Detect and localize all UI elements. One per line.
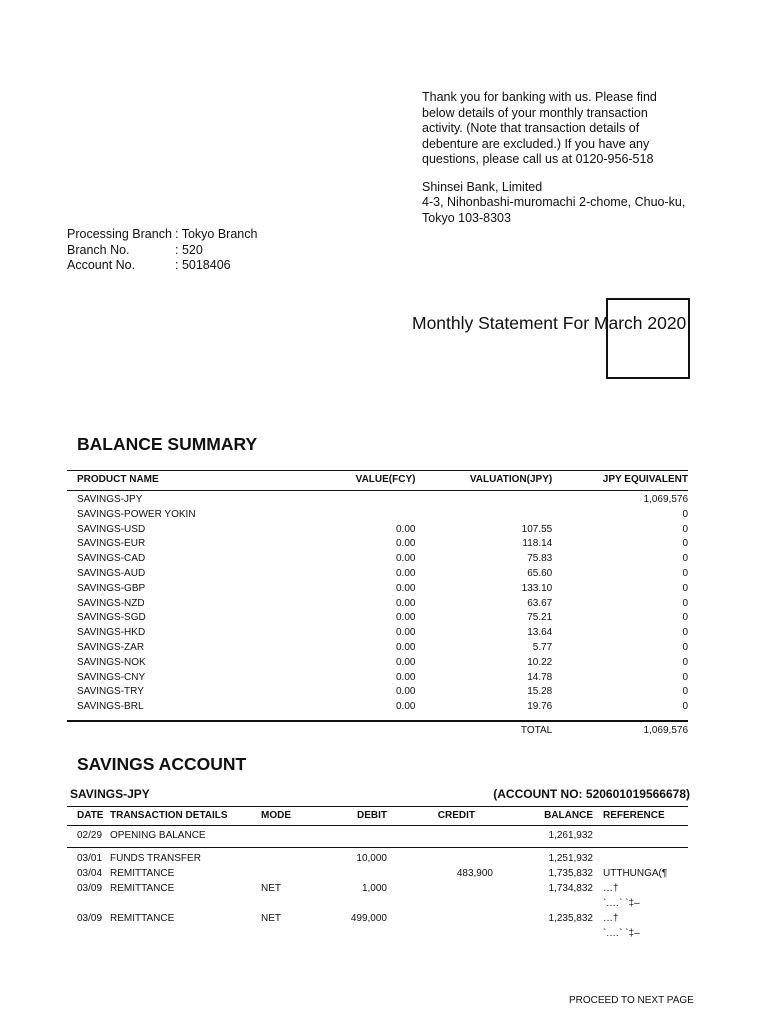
intro-message-line: below details of your monthly transaction	[422, 105, 648, 120]
tx-date	[67, 926, 110, 941]
tx-reference	[593, 828, 688, 843]
summary-jpy-equivalent: 0	[682, 671, 689, 683]
col-details: TRANSACTION DETAILS	[110, 810, 228, 821]
summary-valuation-jpy: 107.55	[521, 523, 553, 535]
summary-product-name: SAVINGS-AUD	[77, 567, 146, 579]
summary-valuation-jpy: 13.64	[527, 627, 553, 639]
summary-valuation-jpy	[415, 508, 552, 523]
tx-balance: 1,235,832	[548, 913, 593, 924]
tx-mode	[261, 926, 317, 941]
savings-account-heading: SAVINGS ACCOUNT	[77, 754, 247, 774]
balance-summary-heading: BALANCE SUMMARY	[77, 434, 258, 454]
col-date: DATE	[77, 810, 104, 821]
summary-row	[67, 508, 688, 523]
intro-message-line: Thank you for banking with us. Please find	[422, 90, 657, 104]
tx-row	[67, 896, 688, 911]
bank-name: Shinsei Bank, Limited	[422, 179, 543, 194]
tx-credit	[387, 911, 493, 926]
branch-row	[67, 227, 257, 243]
col-credit: CREDIT	[437, 810, 475, 821]
summary-product-name: SAVINGS-CNY	[77, 671, 146, 683]
summary-row	[67, 523, 688, 538]
summary-valuation-jpy: 15.28	[527, 686, 553, 698]
tx-date: 02/29	[77, 830, 103, 841]
tx-mode	[261, 851, 317, 866]
summary-jpy-equivalent: 0	[682, 701, 689, 713]
branch-label: Account No.	[67, 258, 136, 272]
tx-reference	[593, 851, 688, 866]
tx-credit	[387, 851, 493, 866]
summary-product-name: SAVINGS-NZD	[77, 597, 145, 609]
tx-debit: 499,000	[350, 913, 387, 924]
summary-value-fcy	[277, 493, 416, 508]
summary-product-name: SAVINGS-EUR	[77, 538, 146, 550]
summary-row	[67, 671, 688, 686]
col-reference: REFERENCE	[603, 810, 665, 821]
summary-product-name: SAVINGS-GBP	[77, 582, 146, 594]
tx-balance	[493, 896, 593, 911]
transaction-table	[67, 806, 688, 941]
col-jpy-equivalent: JPY EQUIVALENT	[602, 474, 689, 485]
tx-mode	[261, 896, 317, 911]
tx-details	[110, 896, 261, 911]
summary-row	[67, 611, 688, 626]
branch-label: Branch No.	[67, 242, 130, 257]
col-balance: BALANCE	[544, 810, 593, 821]
summary-value-fcy	[277, 508, 416, 523]
summary-value-fcy: 0.00	[396, 656, 416, 668]
tx-row	[67, 911, 688, 926]
summary-product-name: SAVINGS-POWER YOKIN	[77, 508, 196, 520]
branch-row	[67, 243, 257, 259]
col-product-name: PRODUCT NAME	[77, 474, 159, 485]
tx-header-row	[67, 806, 688, 825]
branch-value: : Tokyo Branch	[175, 227, 258, 241]
tx-debit: 10,000	[356, 853, 387, 864]
summary-valuation-jpy: 63.67	[527, 597, 553, 609]
summary-row	[67, 656, 688, 671]
tx-credit	[387, 926, 493, 941]
intro-message-line: questions, please call us at 0120-956-518	[422, 152, 654, 166]
tx-mode: NET	[261, 883, 281, 894]
tx-debit	[317, 866, 387, 881]
tx-date	[67, 896, 110, 911]
summary-row	[67, 700, 688, 715]
summary-valuation-jpy: 19.76	[527, 701, 553, 713]
tx-balance	[493, 926, 593, 941]
tx-date: 03/09	[77, 883, 103, 894]
summary-row	[67, 597, 688, 612]
summary-jpy-equivalent: 0	[682, 523, 689, 535]
summary-valuation-jpy: 65.60	[527, 567, 553, 579]
summary-value-fcy: 0.00	[396, 612, 416, 624]
branch-info	[67, 227, 257, 274]
summary-row	[67, 582, 688, 597]
summary-value-fcy: 0.00	[396, 597, 416, 609]
summary-row	[67, 567, 688, 582]
summary-value-fcy: 0.00	[396, 641, 416, 653]
tx-row	[67, 866, 688, 881]
summary-header-row	[67, 470, 688, 490]
summary-jpy-equivalent: 0	[682, 627, 689, 639]
summary-jpy-equivalent: 0	[682, 686, 689, 698]
intro-message-line: activity. (Note that transaction details of	[422, 121, 640, 135]
summary-jpy-equivalent: 0	[682, 538, 689, 550]
tx-mode	[261, 828, 317, 843]
summary-product-name: SAVINGS-ZAR	[77, 641, 145, 653]
tx-reference: …†	[603, 883, 619, 894]
tx-credit	[387, 896, 493, 911]
account-number: (ACCOUNT NO: 520601019566678)	[493, 787, 690, 801]
tx-reference: `.…` `‡–	[603, 898, 640, 909]
summary-valuation-jpy: 118.14	[522, 538, 553, 550]
summary-product-name: SAVINGS-BRL	[77, 701, 144, 713]
tx-reference: UTTHUNGA(¶	[603, 868, 668, 879]
summary-header-rule	[67, 490, 688, 491]
tx-balance: 1,734,832	[548, 883, 593, 894]
summary-valuation-jpy: 75.21	[527, 612, 553, 624]
tx-mode	[261, 866, 317, 881]
summary-jpy-equivalent: 0	[682, 641, 689, 653]
tx-reference: `.…` `‡–	[603, 928, 640, 939]
summary-valuation-jpy	[415, 493, 552, 508]
tx-date: 03/09	[77, 913, 103, 924]
summary-row	[67, 641, 688, 656]
col-debit: DEBIT	[357, 810, 387, 821]
branch-label: Processing Branch	[67, 227, 172, 241]
tx-balance: 1,261,932	[548, 830, 593, 841]
tx-header-rule	[67, 825, 688, 826]
summary-total-row	[67, 725, 688, 736]
summary-rows	[67, 493, 688, 715]
tx-credit	[387, 881, 493, 896]
tx-date: 03/01	[77, 853, 103, 864]
total-value: 1,069,576	[643, 725, 689, 736]
tx-details: REMITTANCE	[110, 883, 175, 894]
branch-row	[67, 258, 257, 274]
branch-value: : 5018406	[175, 258, 231, 272]
summary-row	[67, 552, 688, 567]
summary-product-name: SAVINGS-USD	[77, 523, 146, 535]
summary-value-fcy: 0.00	[396, 582, 416, 594]
col-value-fcy: VALUE(FCY)	[355, 474, 416, 485]
summary-product-name: SAVINGS-CAD	[77, 553, 146, 565]
tx-reference: …†	[603, 913, 619, 924]
summary-valuation-jpy: 75.83	[527, 553, 553, 565]
balance-summary-table	[67, 470, 688, 715]
bank-address-line: Tokyo 103-8303	[422, 210, 511, 225]
summary-value-fcy: 0.00	[396, 627, 416, 639]
tx-balance: 1,251,932	[548, 853, 593, 864]
summary-value-fcy: 0.00	[396, 523, 416, 535]
tx-row	[67, 881, 688, 896]
summary-valuation-jpy: 133.10	[521, 582, 553, 594]
summary-jpy-equivalent: 0	[682, 597, 689, 609]
tx-date: 03/04	[77, 868, 103, 879]
intro-message-line: debenture are excluded.) If you have any	[422, 136, 650, 151]
summary-jpy-equivalent: 0	[682, 567, 689, 579]
tx-credit: 483,900	[456, 868, 493, 879]
summary-value-fcy: 0.00	[396, 567, 416, 579]
tx-rows	[67, 851, 688, 941]
summary-value-fcy: 0.00	[396, 686, 416, 698]
account-line	[70, 787, 690, 801]
tx-row	[67, 926, 688, 941]
summary-jpy-equivalent: 1,069,576	[643, 494, 689, 505]
summary-valuation-jpy: 14.78	[527, 671, 553, 683]
opening-balance-row	[67, 828, 688, 843]
tx-details: FUNDS TRANSFER	[110, 853, 201, 864]
summary-row	[67, 493, 688, 508]
summary-jpy-equivalent: 0	[682, 612, 689, 624]
summary-jpy-equivalent: 0	[682, 582, 689, 594]
summary-product-name: SAVINGS-HKD	[77, 627, 146, 639]
tx-debit	[317, 926, 387, 941]
summary-value-fcy: 0.00	[396, 701, 416, 713]
summary-value-fcy: 0.00	[396, 553, 416, 565]
summary-product-name: SAVINGS-TRY	[77, 686, 144, 698]
tx-opening-rule	[67, 847, 688, 848]
intro-block	[422, 90, 712, 226]
tx-balance: 1,735,832	[548, 868, 593, 879]
summary-product-name: SAVINGS-SGD	[77, 612, 146, 624]
summary-bottom-rule	[67, 720, 688, 722]
col-valuation-jpy: VALUATION(JPY)	[469, 474, 553, 485]
stamp-box	[606, 298, 690, 379]
branch-value: : 520	[175, 242, 203, 257]
bank-address-line: 4-3, Nihonbashi-muromachi 2-chome, Chuo-ku,	[422, 195, 686, 209]
tx-debit: 1,000	[361, 883, 387, 894]
summary-product-name: SAVINGS-NOK	[77, 656, 146, 668]
proceed-next-page: PROCEED TO NEXT PAGE	[569, 995, 694, 1006]
statement-title: Monthly Statement For March 2020	[412, 313, 687, 333]
tx-mode: NET	[261, 913, 281, 924]
tx-details: REMITTANCE	[110, 868, 175, 879]
summary-jpy-equivalent: 0	[682, 656, 689, 668]
summary-row	[67, 537, 688, 552]
tx-debit	[317, 896, 387, 911]
summary-value-fcy: 0.00	[396, 538, 416, 550]
summary-jpy-equivalent: 0	[682, 508, 689, 520]
tx-details	[110, 926, 261, 941]
account-product: SAVINGS-JPY	[70, 787, 150, 801]
summary-valuation-jpy: 5.77	[532, 641, 553, 653]
summary-row	[67, 626, 688, 641]
tx-debit	[317, 828, 387, 843]
total-label: TOTAL	[520, 725, 553, 736]
summary-value-fcy: 0.00	[396, 671, 416, 683]
tx-details: OPENING BALANCE	[110, 830, 206, 841]
col-mode: MODE	[261, 810, 291, 821]
summary-jpy-equivalent: 0	[682, 553, 689, 565]
tx-row	[67, 851, 688, 866]
summary-product-name: SAVINGS-JPY	[77, 494, 143, 505]
summary-row	[67, 685, 688, 700]
tx-details: REMITTANCE	[110, 913, 175, 924]
tx-credit	[387, 828, 493, 843]
summary-valuation-jpy: 10.22	[527, 656, 553, 668]
